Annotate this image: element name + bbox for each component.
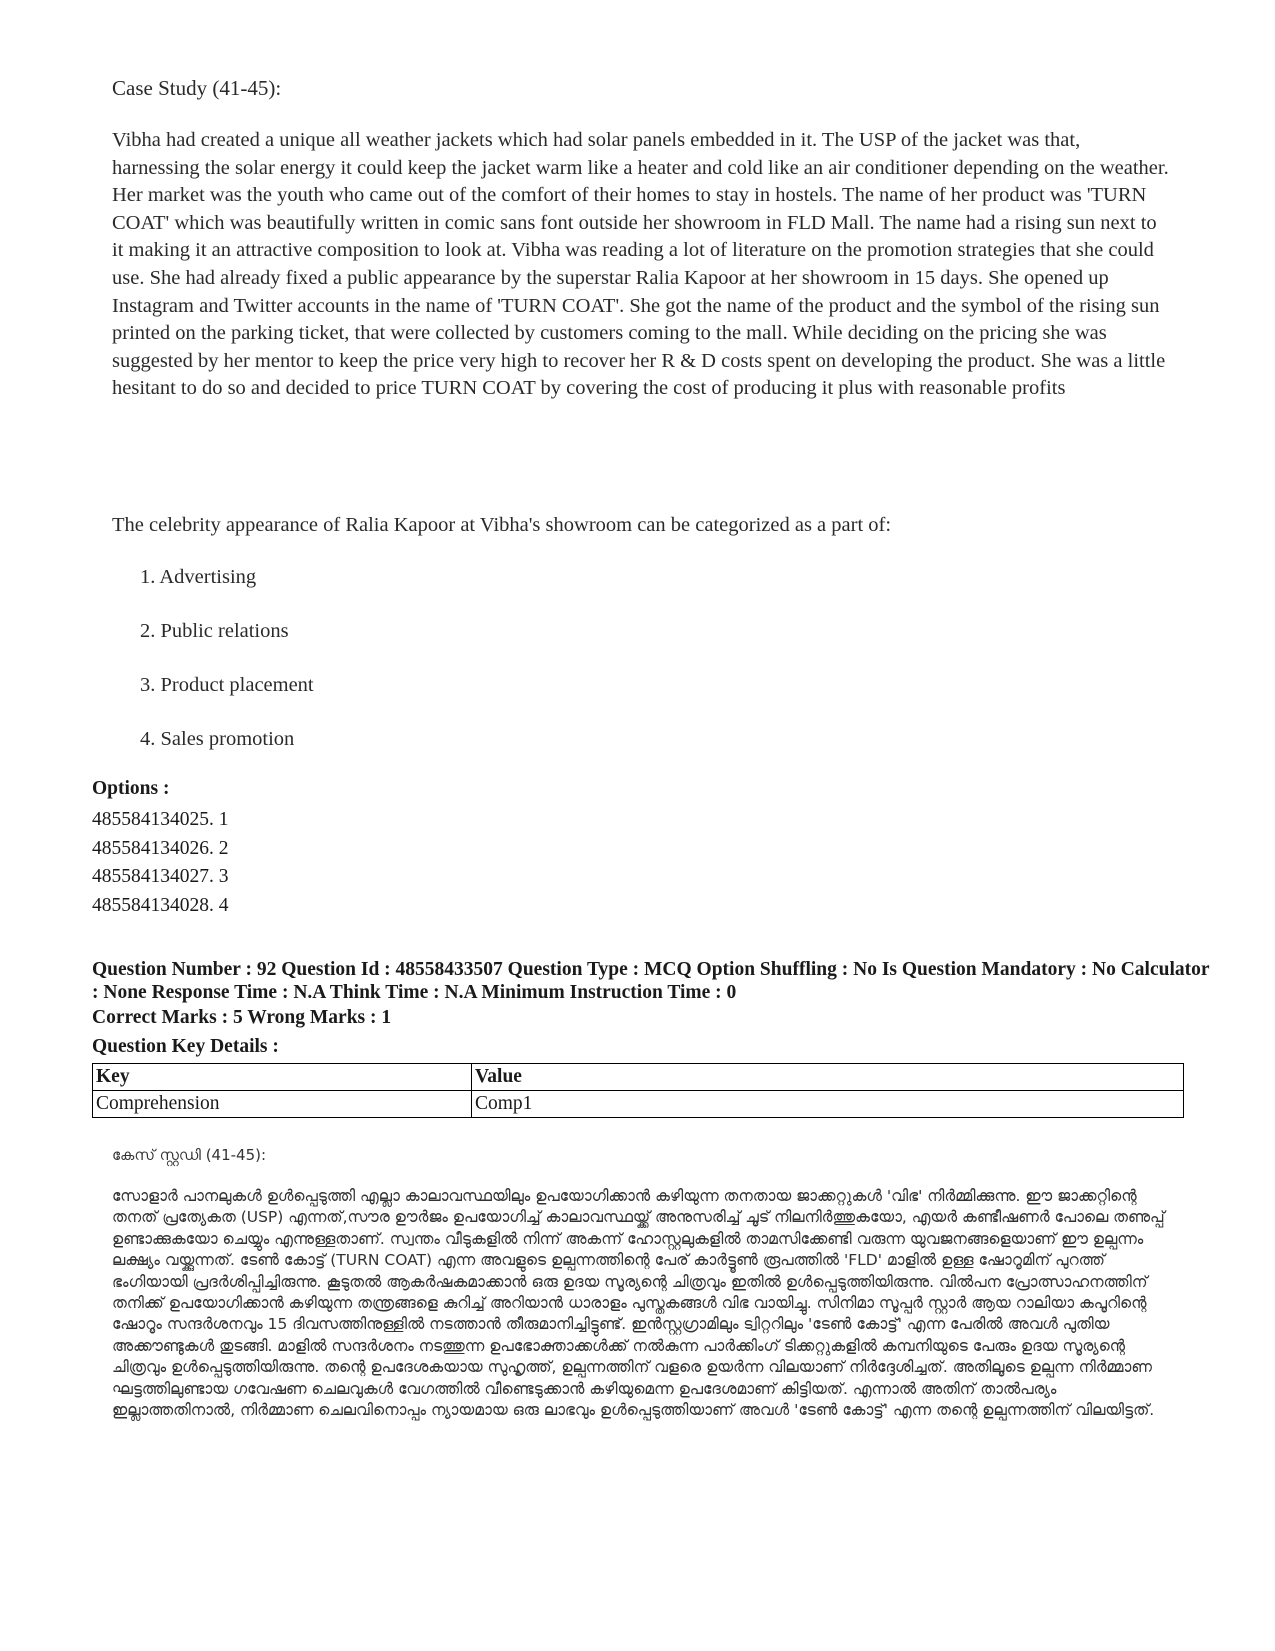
table-cell-value: Comp1 — [472, 1091, 1184, 1118]
answer-choice: 4. Sales promotion — [140, 728, 295, 750]
malayalam-case-study-title: കേസ് സ്റ്റഡി (41-45): — [112, 1146, 267, 1164]
answer-choice: 3. Product placement — [140, 674, 314, 696]
marks-info: Correct Marks : 5 Wrong Marks : 1 — [92, 1007, 392, 1028]
option-id-item: 485584134026. 2 — [92, 837, 229, 859]
table-cell-key: Comprehension — [93, 1091, 472, 1118]
question-metadata: Question Number : 92 Question Id : 48558433507 Question Type : MCQ Option Shuffling : No Is Question Mandatory : No Calculator : None Response Time : N.A Think Time : N.A Minimum Instruction Time : 0 — [92, 959, 1210, 1003]
case-study-title: Case Study (41-45): — [112, 76, 282, 100]
key-details-heading: Question Key Details : — [92, 1036, 279, 1057]
answer-choice-list — [140, 564, 314, 780]
option-id-item: 485584134027. 3 — [92, 866, 229, 888]
key-details-table — [92, 1063, 1184, 1118]
option-id-item: 485584134025. 1 — [92, 809, 229, 830]
table-header-value: Value — [472, 1064, 1184, 1091]
table-header-row — [93, 1064, 1184, 1091]
question-stem: The celebrity appearance of Ralia Kapoor at Vibha's showroom can be categorized as a part of: — [112, 514, 892, 536]
option-id-item: 485584134028. 4 — [92, 894, 229, 916]
case-study-passage: Vibha had created a unique all weather jackets which had solar panels embedded in it. The USP of the jacket was that, harnessing the solar energy it could keep the jacket warm like a heater and cold like an air conditioner depending on the weather. Her market was the youth who came out of the comfort of their homes to stay in hostels. The name of her product was 'TURN COAT' which was beautifully written in comic sans font outside her showroom in FLD Mall. The name had a rising sun next to it making it an attractive composition to look at. Vibha was reading a lot of literature on the promotion strategies that she could use. She had already fixed a public appearance by the superstar Ralia Kapoor at her showroom in 15 days. She opened up Instagram and Twitter accounts in the name of 'TURN COAT'. She got the name of the product and the symbol of the rising sun printed on the parking ticket, that were collected by customers coming to the mall. While deciding on the pricing she was suggested by her mentor to keep the price very high to recover her R & D costs spent on developing the product. She was a little hesitant to do so and decided to price TURN COAT by covering the cost of producing it plus with reasonable profits — [112, 129, 1169, 400]
table-row — [93, 1091, 1184, 1118]
option-id-list — [92, 806, 229, 920]
table-header-key: Key — [93, 1064, 472, 1091]
options-heading: Options : — [92, 778, 170, 799]
answer-choice: 2. Public relations — [140, 620, 289, 642]
answer-choice: 1. Advertising — [140, 566, 257, 588]
malayalam-case-study-passage: സോളാർ പാനലുകൾ ഉൾപ്പെടുത്തി എല്ലാ കാലാവസ്ഥയിലും ഉപയോഗിക്കാൻ കഴിയുന്ന തനതായ ജാക്കറ്റുകൾ 'വിഭ' നിർമ്മിക്കുന്നു. ഈ ജാക്കറ്റിന്റെ തനത് പ്രത്യേകത (USP) എന്നത്,സൗര ഊർജം ഉപയോഗിച്ച് കാലാവസ്ഥയ്ക്ക് അനുസരിച്ച് ചൂട് നിലനിർത്തുകയോ, എയർ കണ്ടീഷണർ പോലെ തണുപ്പ് ഉണ്ടാക്കുകയോ ചെയ്യും എന്നുള്ളതാണ്. സ്വന്തം വീടുകളിൽ നിന്ന് അകന്ന് ഹോസ്റ്റലുകളിൽ താമസിക്കേണ്ടി വരുന്ന യുവജനങ്ങളെയാണ് ഈ ഉല്പന്നം ലക്ഷ്യം വയ്ക്കുന്നത്. ടേൺ കോട്ട് (TURN COAT) എന്ന അവളുടെ ഉല്പന്നത്തിന്റെ പേര് കാർട്ടൂൺ രൂപത്തിൽ 'FLD' മാളിൽ ഉള്ള ഷോറൂമിന് പുറത്ത് ഭംഗിയായി പ്രദർശിപ്പിച്ചിരുന്നു. കൂടുതൽ ആകർഷകമാക്കാൻ ഒരു ഉദയ സൂര്യന്റെ ചിത്രവും ഇതിൽ ഉൾപ്പെടുത്തിയിരുന്നു. വിൽപന പ്രോത്സാഹനത്തിന് തനിക്ക് ഉപയോഗിക്കാൻ കഴിയുന്ന തന്ത്രങ്ങളെ കുറിച്ച് അറിയാൻ ധാരാളം പുസ്തകങ്ങൾ വിഭ വായിച്ചു. സിനിമാ സൂപ്പർ സ്റ്റാർ ആയ റാലിയാ കപൂറിന്റെ ഷോറൂം സന്ദർശനവും 15 ദിവസത്തിനുള്ളിൽ നടത്താൻ തീരുമാനിച്ചിട്ടുണ്ട്. ഇൻസ്റ്റഗ്രാമിലും ട്വിറ്ററിലും 'ടേൺ കോട്ട്' എന്ന പേരിൽ അവൾ പുതിയ അക്കൗണ്ടുകൾ തുടങ്ങി. മാളിൽ സന്ദർശനം നടത്തുന്ന ഉപഭോക്താക്കൾക്ക് നൽകുന്ന പാർക്കിംഗ് ടിക്കറ്റുകളിൽ കമ്പനിയുടെ പേരും ഉദയ സൂര്യന്റെ ചിത്രവും ഉൾപ്പെടുത്തിയിരുന്നു. തന്റെ ഉപദേശകയായ സുഹൃത്ത്, ഉല്പന്നത്തിന് വളരെ ഉയർന്ന വിലയാണ് നിർദ്ദേശിച്ചത്. അതിലൂടെ ഉല്പന്ന നിർമ്മാണ ഘട്ടത്തിലുണ്ടായ ഗവേഷണ ചെലവുകൾ വേഗത്തിൽ വീണ്ടെടുക്കാൻ കഴിയുമെന്ന ഉപദേശമാണ് കിട്ടിയത്. എന്നാൽ അതിന് താൽപര്യം ഇല്ലാത്തതിനാൽ, നിർമ്മാണ ചെലവിനൊപ്പം ന്യായമായ ഒരു ലാഭവും ഉൾപ്പെടുത്തിയാണ് അവൾ 'ടേൺ കോട്ട്' എന്ന തന്റെ ഉല്പന്നത്തിന് വിലയിട്ടത്. — [112, 1187, 1165, 1420]
